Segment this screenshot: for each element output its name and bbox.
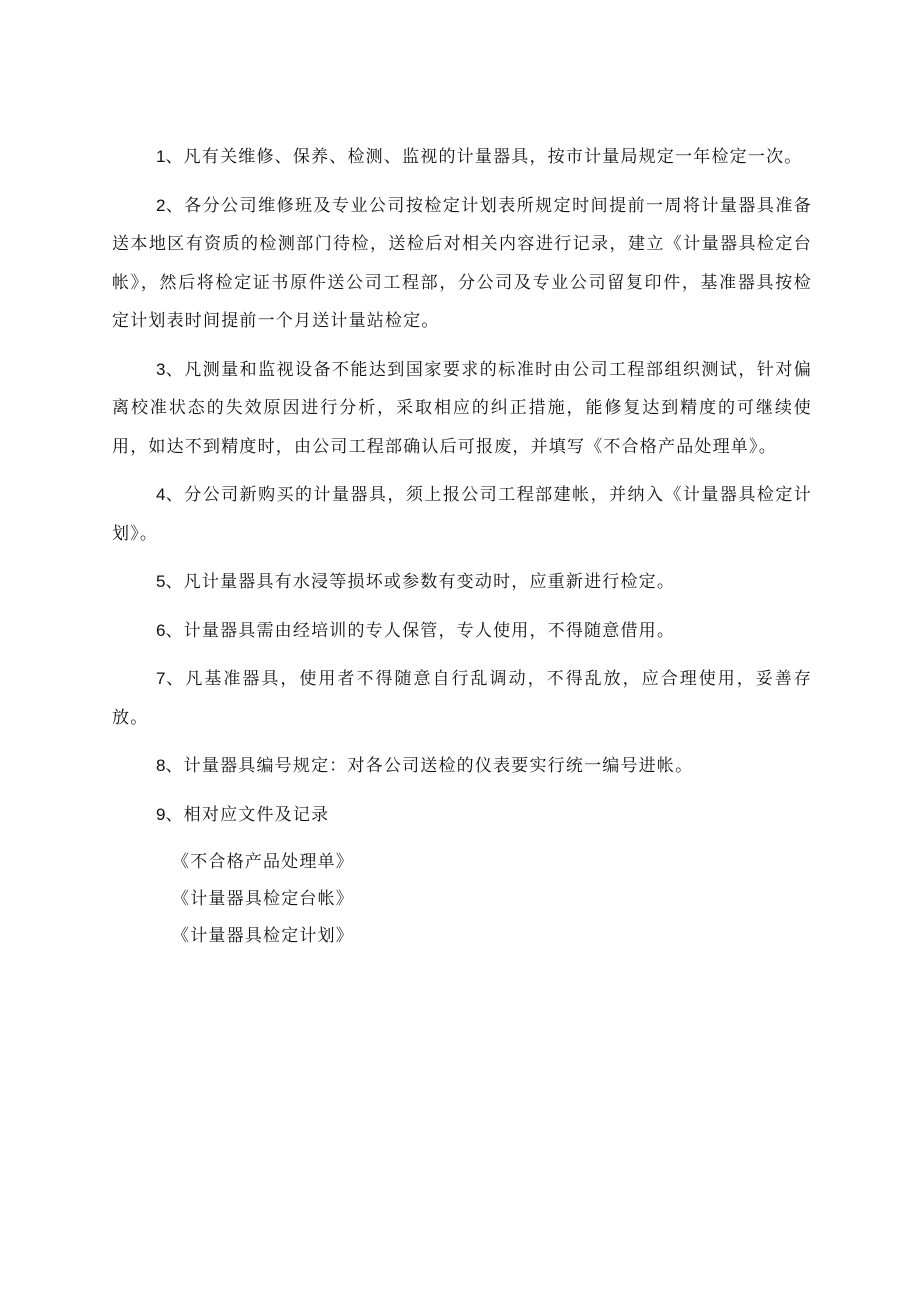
clause-text: 计量器具编号规定：对各公司送检的仪表要实行统一编号进帐。: [183, 756, 694, 776]
clause-text: 相对应文件及记录: [183, 804, 330, 825]
clause-number: 3: [156, 359, 166, 379]
clause-7: [112, 660, 812, 737]
clause-text: 各分公司维修班及专业公司按检定计划表所规定时间提前一周将计量器具准备送本地区有资质的检测部门待检，送检后对相关内容进行记录，建立《计量器具检定台帐》，然后将检定证书原件送公司工程部，分公司及专业公司留复印件，基准器具按检定计划表时间提前一个月送计量站检定。: [112, 195, 812, 331]
clause-number: 1: [156, 147, 166, 166]
clause-separator: 、: [165, 804, 184, 825]
reference-item: 《计量器具检定台帐》: [172, 889, 354, 909]
clause-8: [112, 747, 812, 786]
clause-separator: 、: [165, 572, 184, 592]
clause-text: 分公司新购买的计量器具，须上报公司工程部建帐，并纳入《计量器具检定计划》。: [112, 485, 812, 544]
clause-separator: 、: [165, 195, 185, 216]
clause-number: 8: [156, 756, 166, 775]
clause-separator: 、: [165, 669, 186, 689]
document-body: [112, 138, 812, 955]
clause-5: [112, 563, 812, 602]
clause-number: 6: [156, 620, 166, 640]
reference-item: 《不合格产品处理单》: [172, 852, 354, 872]
clause-number: 5: [156, 572, 166, 591]
clause-number: 9: [156, 804, 166, 824]
clause-separator: 、: [165, 485, 185, 505]
clause-separator: 、: [165, 359, 185, 380]
clause-9: [112, 796, 812, 835]
clause-number: 7: [156, 669, 166, 688]
reference-list: [112, 844, 812, 955]
clause-number: 4: [156, 485, 166, 504]
reference-item: 《计量器具检定计划》: [172, 926, 354, 946]
clause-text: 凡基准器具，使用者不得随意自行乱调动，不得乱放，应合理使用，妥善存放。: [112, 669, 812, 728]
clause-separator: 、: [165, 147, 184, 167]
clause-text: 计量器具需由经培训的专人保管，专人使用，不得随意借用。: [183, 620, 676, 641]
clause-separator: 、: [165, 756, 184, 776]
clause-2: [112, 187, 812, 341]
clause-3: [112, 351, 812, 467]
clause-1: [112, 138, 812, 177]
clause-text: 凡计量器具有水浸等损坏或参数有变动时，应重新进行检定。: [183, 572, 676, 592]
clause-text: 凡测量和监视设备不能达到国家要求的标准时由公司工程部组织测试，针对偏离校准状态的失效原因进行分析，采取相应的纠正措施，能修复达到精度的可继续使用，如达不到精度时，由公司工程部确认后可报废，并填写《不合格产品处理单》。: [112, 359, 812, 457]
clause-6: [112, 612, 812, 651]
clause-text: 凡有关维修、保养、检测、监视的计量器具，按市计量局规定一年检定一次。: [183, 147, 803, 167]
clause-number: 2: [156, 195, 166, 215]
clause-4: [112, 476, 812, 553]
clause-separator: 、: [165, 620, 184, 641]
